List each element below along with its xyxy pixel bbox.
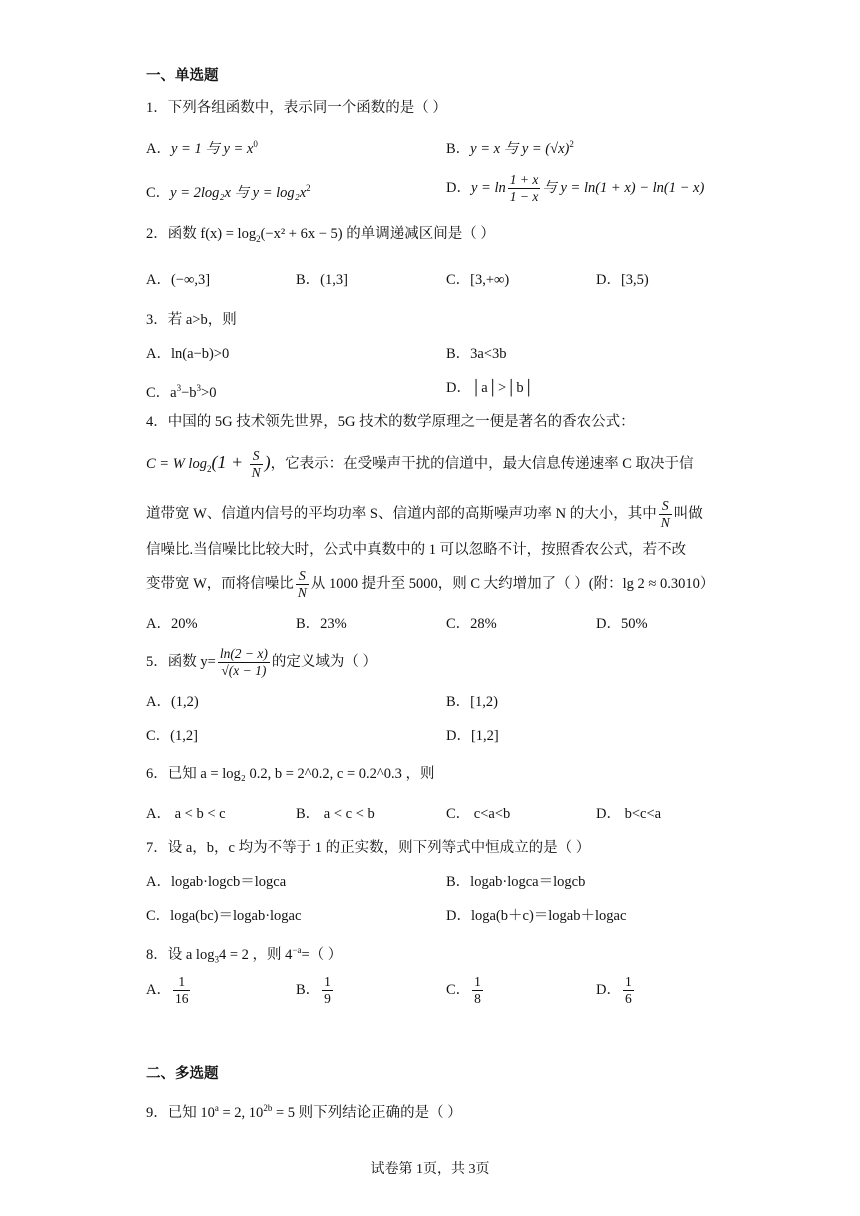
q8-option-a-numerator: 1 (173, 974, 191, 991)
q1-option-c-math: y = 2log₂x 与 y = log₂x (170, 184, 307, 201)
q4-formula-fraction (250, 448, 263, 481)
q1-option-c-label: C． (146, 184, 171, 201)
q7-option-b: B．logab·logca＝logcb (446, 874, 586, 890)
q1-option-d (446, 170, 704, 206)
q7-option-d: D．loga(b＋c)＝logab＋logac (446, 908, 627, 924)
q9-stem-pre: 9．已知 10 (146, 1104, 215, 1121)
question-9-stem (146, 1098, 462, 1123)
q1-option-d-fraction (508, 172, 541, 205)
q4-line3-pre: 道带宽 W、信道内信号的平均功率 S、信道内部的高斯噪声功率 N 的大小，其中 (146, 506, 657, 522)
q4-formula-pre: C = W log (146, 456, 207, 472)
q3-option-c (146, 378, 216, 403)
question-8-stem (146, 940, 342, 970)
q4-option-c: C．28% (446, 616, 497, 632)
q1-option-d-denominator: 1 − x (509, 189, 539, 205)
q4-line5-pre: 变带宽 W，而将信噪比 (146, 576, 294, 592)
q2-option-a: A．(−∞,3] (146, 272, 211, 288)
q8-option-d-numerator: 1 (624, 974, 632, 990)
q1-option-d-post: 与 y = ln(1 + x) − ln(1 − x) (542, 180, 705, 196)
question-4-line-5 (146, 564, 714, 604)
q8-stem-sup: −a (292, 945, 302, 955)
q4-formula-paren-close: ) (264, 452, 271, 472)
section-title-single-choice: 一、单选题 (146, 68, 219, 84)
question-4-line-3 (146, 494, 703, 534)
q8-option-c-label: C． (446, 982, 471, 998)
question-2-stem (146, 224, 495, 249)
q8-option-a-denominator: 16 (174, 991, 189, 1007)
q2-option-c: C．[3,+∞) (446, 272, 510, 288)
q8-option-c-denominator: 8 (474, 991, 481, 1007)
q9-stem-post: = 5 则下列结论正确的是（ ） (272, 1104, 462, 1121)
q1-option-b-exp: 2 (569, 139, 574, 149)
q9-mid: = 2, 10 (218, 1104, 264, 1121)
q4-option-b: B．23% (296, 616, 347, 632)
q8-option-b (296, 970, 335, 1010)
q8-option-c-numerator: 1 (474, 974, 481, 990)
q4-line5-post: 从 1000 提升至 5000，则 C 大约增加了（ ）(附：lg 2 ≈ 0.3010） (310, 576, 715, 592)
q4-line3-post: 叫做 (673, 506, 703, 522)
question-4-line-4: 信噪比.当信噪比比较大时，公式中真数中的 1 可以忽略不计，按照香农公式，若不改 (146, 542, 687, 558)
q4-line5-numerator: S (296, 568, 309, 585)
q3-option-b: B．3a<3b (446, 346, 507, 362)
q4-line3-denominator: N (660, 515, 670, 531)
question-7-stem: 7．设 a，b，c 均为不等于 1 的正实数，则下列等式中恒成立的是（ ） (146, 840, 591, 856)
q1-option-b-label: B． (446, 140, 471, 157)
q4-line2-post: ，它表示：在受噪声干扰的信道中，最大信息传递速率 C 取决于信 (270, 456, 694, 472)
page-footer: 试卷第 1页，共 3页 (370, 1162, 490, 1177)
q4-option-a: A．20% (146, 616, 198, 632)
question-3-stem: 3．若 a>b，则 (146, 312, 237, 328)
q8-option-c-fraction (472, 974, 483, 1007)
q2-stem-sub: 2 (256, 233, 261, 244)
question-4-line-1: 4．中国的 5G 技术领先世界，5G 技术的数学原理之一便是著名的香农公式： (146, 414, 635, 430)
q6-option-b: B． a < c < b (296, 806, 375, 822)
q8-option-b-denominator: 9 (324, 991, 331, 1007)
q5-fraction (218, 646, 270, 679)
q2-stem-pre: 2．函数 f(x) = log (146, 226, 257, 242)
q1-option-d-label: D． (446, 180, 471, 196)
section-title-multiple-choice: 二、多选题 (146, 1066, 219, 1082)
q5-stem-pre: 5．函数 y= (146, 654, 216, 670)
q6-option-a: A． a < b < c (146, 806, 226, 822)
q4-option-d: D．50% (596, 616, 648, 632)
q1-option-b-math: y = x 与 y = (√x) (470, 140, 570, 157)
q8-option-a (146, 970, 192, 1010)
q9-sup2: 2b (263, 1103, 273, 1113)
question-5-stem (146, 640, 377, 684)
q8-option-d-fraction (623, 974, 634, 1007)
q3-option-d: D．│a│>│b│ (446, 380, 534, 396)
q1-option-d-pre: y = ln (470, 180, 506, 196)
q1-option-d-numerator: 1 + x (509, 172, 539, 188)
q6-option-d: D． b<c<a (596, 806, 662, 822)
q4-line5-denominator: N (297, 585, 307, 601)
q2-stem-post: (−x² + 6x − 5) 的单调递减区间是（ ） (260, 226, 495, 242)
q3-option-a: A．ln(a−b)>0 (146, 346, 230, 362)
q9-sup1: a (214, 1103, 219, 1113)
q4-formula-numerator: S (250, 448, 263, 465)
q2-option-b: B．(1,3] (296, 272, 348, 288)
q3-option-c-sup1: 3 (176, 383, 182, 393)
q8-stem-pre: 8．设 a log (146, 946, 215, 963)
q5-denominator: √(x − 1) (221, 663, 267, 679)
q1-option-a-math: y = 1 与 y = x (170, 140, 254, 157)
q4-formula-paren-open: (1 + (211, 452, 248, 472)
q3-option-c-sup2: 3 (196, 383, 202, 393)
question-1-stem: 1．下列各组函数中，表示同一个函数的是（ ） (146, 100, 447, 116)
q1-option-a-exp: 0 (253, 139, 258, 149)
q1-option-a-label: A． (146, 140, 171, 157)
q8-stem-sub: 3 (214, 954, 219, 965)
q1-option-c (146, 178, 311, 203)
q5-numerator: ln(2 − x) (219, 646, 268, 662)
q8-option-a-fraction (173, 974, 191, 1007)
q8-stem-post: =（ ） (301, 946, 343, 963)
question-4-line-2 (146, 442, 694, 489)
q3-option-c-pre: C．a (146, 384, 177, 401)
q5-option-d: D．[1,2] (446, 728, 499, 744)
q1-option-a (146, 134, 258, 159)
q5-option-b: B．[1,2) (446, 694, 498, 710)
q7-option-c: C．loga(bc)＝logab·logac (146, 908, 302, 924)
q4-line5-fraction (296, 568, 309, 601)
q8-stem-mid: 4 = 2 ，则 4 (218, 946, 293, 963)
q8-option-c (446, 970, 485, 1010)
q4-line3-numerator: S (659, 498, 672, 515)
question-6-stem: 6．已知 a = log₂ 0.2, b = 2^0.2, c = 0.2^0.3 ，则 (146, 766, 435, 782)
q1-option-c-exp: 2 (306, 183, 311, 193)
q8-option-d-denominator: 6 (624, 991, 632, 1007)
q5-stem-post: 的定义域为（ ） (271, 654, 378, 670)
q1-option-b (446, 134, 574, 159)
q7-option-a: A．logab·logcb＝logca (146, 874, 287, 890)
q8-option-b-numerator: 1 (324, 974, 331, 990)
q2-option-d: D．[3,5) (596, 272, 649, 288)
q4-formula-sub: 2 (206, 463, 212, 474)
q3-option-c-post: >0 (201, 384, 217, 401)
q3-option-c-mid: −b (181, 384, 197, 401)
q5-option-c: C．(1,2] (146, 728, 198, 744)
q8-option-a-label: A． (146, 982, 171, 998)
q5-option-a: A．(1,2) (146, 694, 199, 710)
q8-option-d (596, 970, 636, 1010)
q6-option-c: C． c<a<b (446, 806, 511, 822)
q8-option-b-label: B． (296, 982, 321, 998)
q4-line3-fraction (659, 498, 672, 531)
q4-formula-denominator: N (251, 465, 261, 481)
q8-option-b-fraction (322, 974, 333, 1007)
q8-option-d-label: D． (596, 982, 621, 998)
